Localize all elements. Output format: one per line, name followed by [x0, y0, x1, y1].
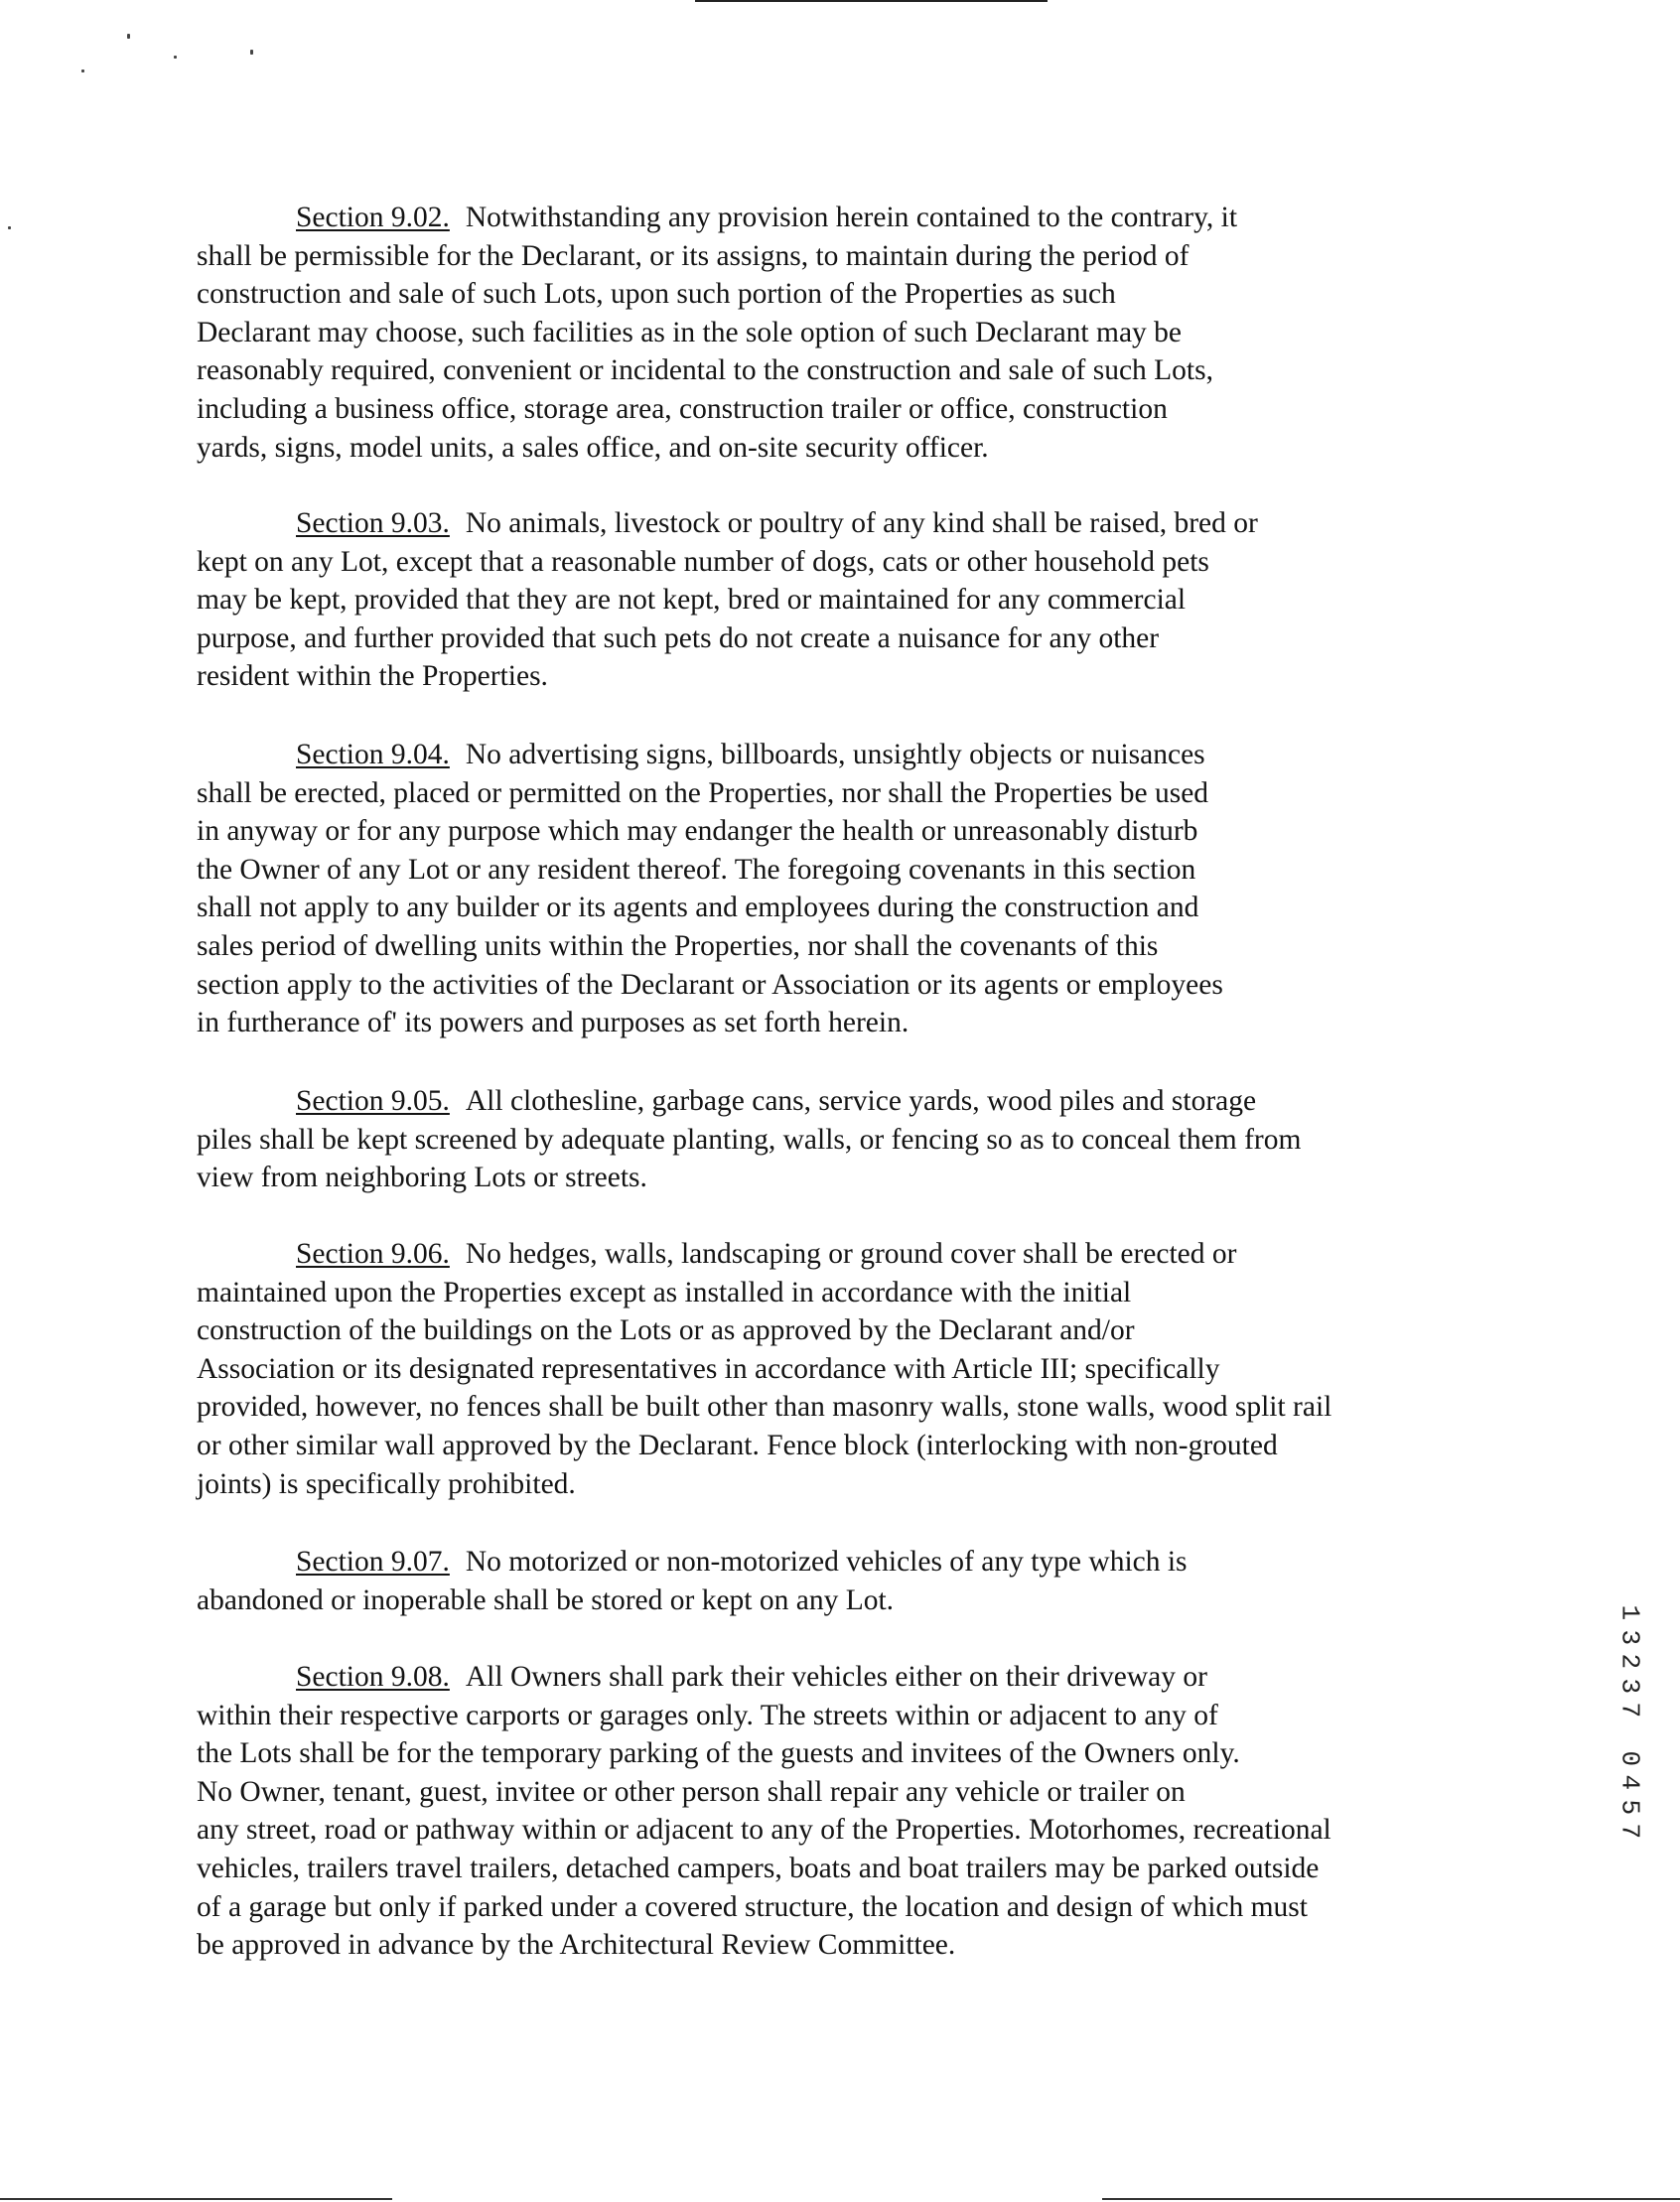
line-text: Association or its designated representatives in accordance with Article III; specifically — [197, 1352, 1220, 1385]
paragraph-line — [197, 657, 1497, 696]
paragraph-line — [197, 237, 1497, 276]
paragraph-line — [197, 199, 1497, 237]
paragraph-line — [197, 1658, 1497, 1697]
section-paragraph — [197, 199, 1497, 467]
section-heading: Section 9.08. — [296, 1661, 450, 1693]
line-text: No hedges, walls, landscaping or ground cover shall be erected or — [465, 1238, 1237, 1270]
paragraph-line — [197, 736, 1497, 774]
paragraph-line — [197, 966, 1497, 1005]
line-text: of a garage but only if parked under a covered structure, the location and design of which must — [197, 1890, 1308, 1923]
paragraph-line — [197, 1159, 1497, 1197]
scan-speck — [81, 69, 84, 72]
scan-speck — [250, 50, 253, 55]
paragraph-line — [197, 1697, 1497, 1735]
line-text: All Owners shall park their vehicles either on their driveway or — [465, 1661, 1207, 1693]
paragraph-line — [197, 581, 1497, 619]
line-text: provided, however, no fences shall be built other than masonry walls, stone walls, wood split rail — [197, 1391, 1332, 1424]
section-heading: Section 9.04. — [296, 739, 450, 770]
line-text: Declarant may choose, such facilities as in the sole option of such Declarant may be — [197, 316, 1183, 348]
scan-speck — [174, 56, 177, 59]
margin-digit: 7 — [1614, 1702, 1645, 1719]
line-text: All clothesline, garbage cans, service yards, wood piles and storage — [465, 1085, 1257, 1117]
line-text: in anyway or for any purpose which may endanger the health or unreasonably disturb — [197, 815, 1198, 848]
paragraph-line — [197, 314, 1497, 352]
paragraph-line — [197, 1811, 1497, 1850]
margin-digit: 3 — [1614, 1628, 1645, 1645]
section-paragraph — [197, 736, 1497, 1042]
top-rule — [695, 0, 1048, 2]
scan-speck — [8, 226, 11, 229]
section-heading: Section 9.02. — [296, 202, 450, 233]
section-heading: Section 9.03. — [296, 507, 450, 539]
section-paragraph — [197, 1543, 1497, 1619]
line-text: shall not apply to any builder or its agents and employees during the construction and — [197, 892, 1199, 924]
paragraph-line — [197, 812, 1497, 851]
paragraph-line — [197, 774, 1497, 813]
section-heading: Section 9.07. — [296, 1546, 450, 1578]
recording-page-number — [1614, 1746, 1644, 1844]
paragraph-line — [197, 1773, 1497, 1812]
margin-digit: 5 — [1614, 1798, 1645, 1815]
paragraph-line — [197, 851, 1497, 890]
section-heading: Section 9.05. — [296, 1085, 450, 1117]
line-text: sales period of dwelling units within the Properties, nor shall the covenants of this — [197, 929, 1159, 962]
paragraph-line — [197, 1274, 1497, 1312]
section-paragraph — [197, 1082, 1497, 1197]
line-text: kept on any Lot, except that a reasonable number of dogs, cats or other household pets — [197, 545, 1209, 578]
line-text: No motorized or non-motorized vehicles of any type which is — [465, 1546, 1188, 1578]
line-text: purpose, and further provided that such pets do not create a nuisance for any other — [197, 621, 1160, 654]
paragraph-line — [197, 1850, 1497, 1888]
margin-digit: 7 — [1614, 1823, 1645, 1840]
line-text: shall be permissible for the Declarant, or its assigns, to maintain during the period of — [197, 239, 1190, 272]
bottom-rule-left — [0, 2198, 392, 2200]
line-text: resident within the Properties. — [197, 660, 548, 693]
paragraph-line — [197, 1427, 1497, 1465]
line-text: within their respective carports or garages only. The streets within or adjacent to any of — [197, 1699, 1218, 1731]
paragraph-line — [197, 429, 1497, 468]
paragraph-line — [197, 1926, 1497, 1965]
section-paragraph — [197, 504, 1497, 696]
line-text: reasonably required, convenient or incidental to the construction and sale of such Lots, — [197, 354, 1213, 387]
line-text: No animals, livestock or poultry of any kind shall be raised, bred or — [465, 507, 1258, 539]
paragraph-line — [197, 1543, 1497, 1582]
paragraph-line — [197, 1734, 1497, 1773]
margin-digit: 0 — [1614, 1749, 1645, 1766]
line-text: yards, signs, model units, a sales office, and on-site security officer. — [197, 431, 989, 464]
line-text: may be kept, provided that they are not kept, bred or maintained for any commercial — [197, 584, 1187, 617]
paragraph-line — [197, 351, 1497, 390]
line-text: be approved in advance by the Architectural Review Committee. — [197, 1929, 956, 1962]
line-text: the Owner of any Lot or any resident thereof. The foregoing covenants in this section — [197, 853, 1196, 886]
paragraph-line — [197, 1121, 1497, 1160]
paragraph-line — [197, 927, 1497, 966]
line-text: any street, road or pathway within or adjacent to any of the Properties. Motorhomes, recreational — [197, 1814, 1331, 1847]
section-paragraph — [197, 1235, 1497, 1503]
paragraph-line — [197, 619, 1497, 658]
paragraph-line — [197, 275, 1497, 314]
line-text: section apply to the activities of the Declarant or Association or its agents or employees — [197, 968, 1223, 1001]
section-paragraph — [197, 1658, 1497, 1965]
paragraph-line — [197, 1465, 1497, 1504]
paragraph-line — [197, 1082, 1497, 1121]
paragraph-line — [197, 1888, 1497, 1927]
paragraph-line — [197, 1388, 1497, 1427]
line-text: piles shall be kept screened by adequate planting, walls, or fencing so as to conceal them from — [197, 1123, 1302, 1156]
paragraph-line — [197, 889, 1497, 927]
scan-speck — [127, 34, 130, 39]
paragraph-line — [197, 543, 1497, 582]
line-text: construction and sale of such Lots, upon such portion of the Properties as such — [197, 278, 1116, 311]
section-heading: Section 9.06. — [296, 1238, 450, 1270]
line-text: abandoned or inoperable shall be stored or kept on any Lot. — [197, 1583, 895, 1616]
recording-number — [1614, 1600, 1644, 1844]
paragraph-line — [197, 1350, 1497, 1389]
line-text: construction of the buildings on the Lots or as approved by the Declarant and/or — [197, 1314, 1135, 1347]
margin-digit: 3 — [1614, 1677, 1645, 1694]
line-text: or other similar wall approved by the Declarant. Fence block (interlocking with non-grouted — [197, 1429, 1278, 1461]
margin-digit: 2 — [1614, 1653, 1645, 1670]
paragraph-line — [197, 1004, 1497, 1042]
line-text: joints) is specifically prohibited. — [197, 1467, 576, 1500]
line-text: view from neighboring Lots or streets. — [197, 1162, 647, 1194]
recording-book-number — [1614, 1600, 1644, 1722]
line-text: in furtherance of' its powers and purposes as set forth herein. — [197, 1007, 910, 1039]
margin-digit: 1 — [1614, 1604, 1645, 1621]
line-text: maintained upon the Properties except as installed in accordance with the initial — [197, 1276, 1132, 1308]
line-text: including a business office, storage area, construction trailer or office, construction — [197, 392, 1168, 425]
line-text: vehicles, trailers travel trailers, detached campers, boats and boat trailers may be parked outside — [197, 1852, 1320, 1884]
line-text: the Lots shall be for the temporary parking of the guests and invitees of the Owners only. — [197, 1737, 1240, 1770]
paragraph-line — [197, 504, 1497, 543]
margin-digit: 4 — [1614, 1774, 1645, 1791]
paragraph-line — [197, 1582, 1497, 1620]
paragraph-line — [197, 1311, 1497, 1350]
line-text: Notwithstanding any provision herein contained to the contrary, it — [465, 202, 1238, 233]
bottom-rule-right — [1102, 2198, 1680, 2200]
line-text: No advertising signs, billboards, unsightly objects or nuisances — [465, 739, 1205, 770]
line-text: No Owner, tenant, guest, invitee or other person shall repair any vehicle or trailer on — [197, 1775, 1186, 1808]
line-text: shall be erected, placed or permitted on the Properties, nor shall the Properties be used — [197, 776, 1209, 809]
paragraph-line — [197, 1235, 1497, 1274]
paragraph-line — [197, 390, 1497, 429]
